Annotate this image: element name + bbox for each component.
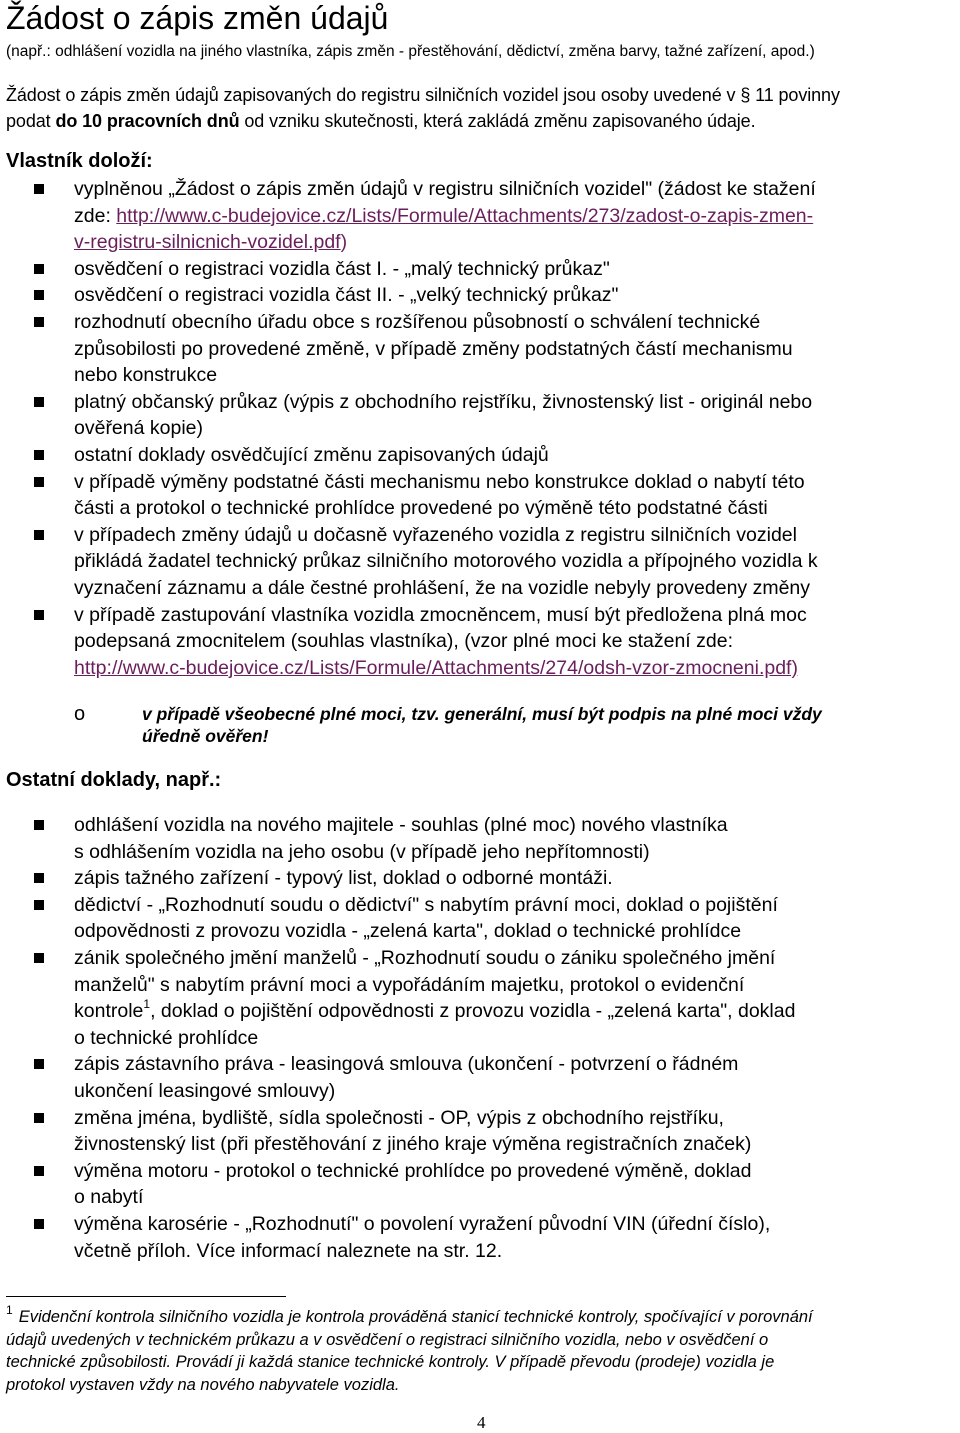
- page-title: Žádost o zápis změn údajů: [6, 0, 389, 36]
- list-item: odhlášení vozidla na nového majitele - souhlas (plné moc) nového vlastníka s odhlášením vozidla na jeho osobu (v případě jeho nepřítomnosti): [0, 812, 960, 865]
- list-item: ostatní doklady osvědčující změnu zapisovaných údajů: [0, 442, 960, 469]
- list-item: dědictví - „Rozhodnutí soudu o dědictví" s nabytím právní moci, doklad o pojištění odpovědnosti z provozu vozidla - „zelená karta", doklad o technické prohlídce: [0, 892, 960, 945]
- bullet-square-icon: [34, 1219, 44, 1229]
- bullet-square-icon: [34, 820, 44, 830]
- power-of-attorney-link[interactable]: http://www.c-budejovice.cz/Lists/Formule/Attachments/274/odsh-vzor-zmocneni.pdf): [74, 656, 798, 679]
- other-documents-heading: Ostatní doklady, např.:: [6, 769, 222, 791]
- list-item: výměna karosérie - „Rozhodnutí" o povolení vyražení původní VIN (úřední číslo), včetně příloh. Více informací naleznete na str. 12.: [0, 1211, 960, 1264]
- list-item: v případě výměny podstatné části mechanismu nebo konstrukce doklad o nabytí této části a protokol o technické prohlídce provedené po výměně této podstatné části: [0, 469, 960, 522]
- intro-line-1: Žádost o zápis změn údajů zapisovaných do registru silničních vozidel jsou osoby uvedené v § 11 povinny: [6, 85, 840, 105]
- bullet-square-icon: [34, 477, 44, 487]
- bullet-square-icon: [34, 610, 44, 620]
- list-item: v případě zastupování vlastníka vozidla zmocněncem, musí být předložena plná moc podepsaná zmocnitelem (souhlas vlastníka), (vzor plné moci ke stažení zde: http://www.c-budejovice.cz/Lists/Formule/Attachments/274/odsh-vzor-zmocneni.pdf): [0, 602, 960, 682]
- footnote-separator: [6, 1296, 286, 1297]
- page-number: 4: [477, 1413, 486, 1432]
- bullet-square-icon: [34, 530, 44, 540]
- application-form-link-continued[interactable]: v-registru-silnicnich-vozidel.pdf: [74, 231, 341, 254]
- list-item: rozhodnutí obecního úřadu obce s rozšířenou působností o schválení technické způsobilosti po provedené změně, v případě změny podstatných částí mechanismu nebo konstrukce: [0, 309, 960, 389]
- bullet-square-icon: [34, 184, 44, 194]
- bullet-square-icon: [34, 1059, 44, 1069]
- bullet-square-icon: [34, 900, 44, 910]
- page-subtitle: (např.: odhlášení vozidla na jiného vlastníka, zápis změn - přestěhování, dědictví, změna barvy, tažné zařízení, apod.): [6, 43, 815, 60]
- application-form-link[interactable]: http://www.c-budejovice.cz/Lists/Formule/Attachments/273/zadost-o-zapis-zmen-: [116, 204, 814, 227]
- bullet-square-icon: [34, 290, 44, 300]
- list-item: výměna motoru - protokol o technické prohlídce po provedené výměně, doklad o nabytí: [0, 1158, 960, 1211]
- bullet-square-icon: [34, 264, 44, 274]
- bullet-square-icon: [34, 1166, 44, 1176]
- deadline-emphasis: do 10 pracovních dnů: [55, 111, 240, 131]
- list-item: v případech změny údajů u dočasně vyřazeného vozidla z registru silničních vozidel přikládá žadatel technický průkaz silničního motorového vozidla a přípojného vozidla k vyznačení záznamu a dále čestné prohlášení, že na vozidle nebyly provedeny změny: [0, 522, 960, 602]
- circle-bullet-icon: o: [74, 703, 86, 725]
- footnote: $^1$ Evidenční kontrola silničního vozidla je kontrola prováděná stanicí technické kontroly, spočívající v porovnání údajů uvedených v technickém průkazu a v osvědčení o registraci silničního vozidla, nebo v osvědčení o technické způsobilosti. Provádí ji každá stanice technické kontroly. V případě převodu (prodeje) vozidla je protokol vystaven vždy na nového nabyvatele vozidla.: [6, 1303, 813, 1394]
- bullet-square-icon: [34, 397, 44, 407]
- list-item: zápis zástavního práva - leasingová smlouva (ukončení - potvrzení o řádném ukončení leasingové smlouvy): [0, 1051, 960, 1104]
- other-documents-list: [0, 812, 960, 1264]
- document-page: Žádost o zápis změn údajů (např.: odhlášení vozidla na jiného vlastníka, zápis změn - přestěhování, dědictví, změna barvy, tažné zařízení, apod.) Žádost o zápis změn údajů zapisovaných do registru silničních vozidel jsou osoby uvedené v § 11 povinny podat do 10 pracovních dnů od vzniku skutečnosti, která zakládá změnu zapisovaného údaje. Vlastník doloží: vyplněnou „Žádost o zápis změn údajů v registru silničních vozidel" (žádost ke stažení zde: http://www.c-budejovice.cz/Lists/Formule/Attachments/273/zadost-o-zapis-zmen- v-registru-silnicnich-vozidel.pdf) osvědčení o registraci vozidla část I. - „malý technický průkaz" osvědčení o registraci vozidla část II. - „velký technický průkaz" rozhodnutí obecního úřadu obce s rozšířenou působností o schválení technické způsobilosti po provedené změně, v případě změny podstatných částí mechanismu nebo konstrukce platný občanský průkaz (výpis z obchodního rejstříku, živnostenský list - originál nebo ověřená kopie) ostatní doklady osvědčující změnu zapisovaných údajů v případě výměny podstatné části mechanismu nebo konstrukce doklad o nabytí této části a protokol o technické prohlídce provedené po výměně této podstatné části v případech změny údajů u dočasně vyřazeného vozidla z registru silničních vozidel přikládá žadatel technický průkaz silničního motorového vozidla a přípojného vozidla k vyznačení záznamu a dále čestné prohlášení, že na vozidle nebyly provedeny změny v případě zastupování vlastníka vozidla zmocněncem, musí být předložena plná moc podepsaná zmocnitelem (souhlas vlastníka), (vzor plné moci ke stažení zde: http://www.c-budejovice.cz/Lists/Formule/Attachments/274/odsh-vzor-zmocneni.pdf) o v případě všeobecné plné moci, tzv. generální, musí být podpis na plné moci vždy úředně ověřen! Ostatní doklady, např.: odhlášení vozidla na nového majitele - souhlas (plné moc) nového vlastníka s odhlášením vozidla na jeho osobu (v případě jeho nepřítomnosti) zápis tažného zařízení - typový list, doklad o odborné montáži. dědictví - „Rozhodnutí soudu o dědictví" s nabytím právní moci, doklad o pojištění odpovědnosti z provozu vozidla - „zelená karta", doklad o technické prohlídce zánik společného jmění manželů - „Rozhodnutí soudu o zániku společného jmění manželů" s nabytím právní moci a vypořádáním majetku, protokol o evidenční kontrole$^1$, doklad o pojištění odpovědnosti z provozu vozidla - „zelená karta", doklad o technické prohlídce zápis zástavního práva - leasingová smlouva (ukončení - potvrzení o řádném ukončení leasingové smlouvy) změna jména, bydliště, sídla společnosti - OP, výpis z obchodního rejstříku, živnostenský list (při přestěhování z jiného kraje výměna registračních značek) výměna motoru - protokol o technické prohlídce po provedené výměně, doklad o nabytí výměna karosérie - „Rozhodnutí" o povolení vyražení původní VIN (úřední číslo), včetně příloh. Více informací naleznete na str. 12. $^1$ Evidenční kontrola silničního vozidla je kontrola prováděná stanicí technické kontroly, spočívající v porovnání údajů uvedených v technickém průkazu a v osvědčení o registraci silničního vozidla, nebo v osvědčení o technické způsobilosti. Provádí ji každá stanice technické kontroly. V případě převodu (prodeje) vozidla je protokol vystaven vždy na nového nabyvatele vozidla. 4: [0, 0, 960, 1433]
- list-item: změna jména, bydliště, sídla společnosti - OP, výpis z obchodního rejstříku, živnostenský list (při přestěhování z jiného kraje výměna registračních značek): [0, 1105, 960, 1158]
- footnote-marker: 1: [6, 1303, 13, 1317]
- bullet-square-icon: [34, 450, 44, 460]
- owner-heading: Vlastník doloží:: [6, 150, 153, 172]
- list-item: zánik společného jmění manželů - „Rozhodnutí soudu o zániku společného jmění manželů" s nabytím právní moci a vypořádáním majetku, protokol o evidenční kontrole$^1$, doklad o pojištění odpovědnosti z provozu vozidla - „zelená karta", doklad o technické prohlídce: [0, 945, 960, 1051]
- intro-line-2: podat do 10 pracovních dnů od vzniku skutečnosti, která zakládá změnu zapisovaného údaje.: [6, 111, 756, 131]
- intro-paragraph: [6, 82, 956, 134]
- bullet-square-icon: [34, 953, 44, 963]
- list-item: osvědčení o registraci vozidla část I. - „malý technický průkaz": [0, 256, 960, 283]
- list-item: zápis tažného zařízení - typový list, doklad o odborné montáži.: [0, 865, 960, 892]
- footnote-reference[interactable]: 1: [143, 997, 151, 1012]
- bullet-square-icon: [34, 873, 44, 883]
- bullet-square-icon: [34, 1113, 44, 1123]
- owner-documents-list: [0, 176, 960, 681]
- list-item: platný občanský průkaz (výpis z obchodního rejstříku, živnostenský list - originál nebo ověřená kopie): [0, 389, 960, 442]
- list-item: vyplněnou „Žádost o zápis změn údajů v registru silničních vozidel" (žádost ke stažení zde: http://www.c-budejovice.cz/Lists/Formule/Attachments/273/zadost-o-zapis-zmen- v-registru-silnicnich-vozidel.pdf): [0, 176, 960, 256]
- bullet-square-icon: [34, 317, 44, 327]
- list-item: osvědčení o registraci vozidla část II. - „velký technický průkaz": [0, 282, 960, 309]
